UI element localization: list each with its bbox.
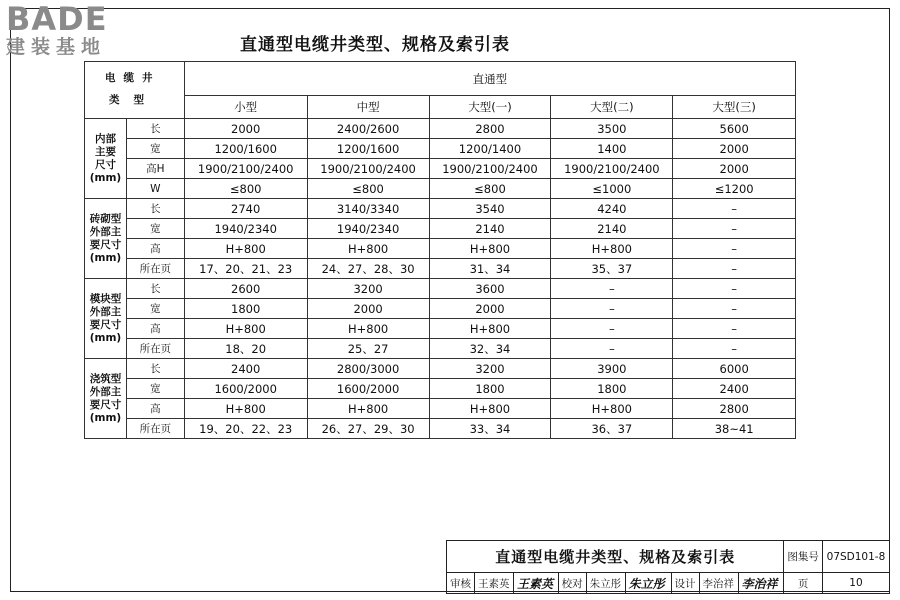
column-header: 中型 <box>307 96 429 119</box>
table-cell: H+800 <box>184 239 307 259</box>
table-row <box>85 319 796 339</box>
row-label: 宽 <box>126 299 184 319</box>
table-cell: 19、20、22、23 <box>184 419 307 439</box>
table-cell: 2600 <box>184 279 307 299</box>
table-cell: 1800 <box>184 299 307 319</box>
table-cell: H+800 <box>307 319 429 339</box>
group-label <box>85 359 127 439</box>
table-row <box>85 219 796 239</box>
table-cell: 3200 <box>307 279 429 299</box>
row-label: 高 <box>126 319 184 339</box>
group-label-line: (mm) <box>89 251 122 264</box>
table-cell: 1800 <box>551 379 673 399</box>
table-cell: H+800 <box>429 239 551 259</box>
table-cell: – <box>551 319 673 339</box>
table-cell: – <box>673 339 796 359</box>
table-cell: – <box>551 279 673 299</box>
table-row <box>85 199 796 219</box>
logo-sub: 建装基地 <box>6 36 107 58</box>
table-cell: ≤1200 <box>673 179 796 199</box>
table-cell: 2000 <box>673 139 796 159</box>
logo-main: BADE <box>6 0 108 38</box>
table-cell: 6000 <box>673 359 796 379</box>
table-row <box>85 339 796 359</box>
group-label-line: (mm) <box>89 171 122 184</box>
group-label-line: 要尺寸 <box>89 238 122 251</box>
row-label: 所在页 <box>126 419 184 439</box>
table-cell: H+800 <box>184 399 307 419</box>
row-label: 高H <box>126 159 184 179</box>
group-label-line: 外部主 <box>89 385 122 398</box>
table-cell: H+800 <box>551 239 673 259</box>
table-cell: 1600/2000 <box>184 379 307 399</box>
page-number: 10 <box>822 573 889 594</box>
table-cell: H+800 <box>429 319 551 339</box>
table-row <box>85 279 796 299</box>
row-label: 宽 <box>126 379 184 399</box>
table-cell: 1200/1600 <box>184 139 307 159</box>
row-label: 所在页 <box>126 339 184 359</box>
row-label: 所在页 <box>126 259 184 279</box>
row-label: 高 <box>126 399 184 419</box>
review-name: 王素英 <box>475 573 514 594</box>
table-row <box>85 379 796 399</box>
table-cell: 1200/1600 <box>307 139 429 159</box>
review-signature: 王素英 <box>513 573 558 594</box>
row-label: 长 <box>126 279 184 299</box>
group-label-line: 模块型 <box>89 292 122 305</box>
table-cell: 25、27 <box>307 339 429 359</box>
table-cell: 1900/2100/2400 <box>184 159 307 179</box>
table-cell: 3200 <box>429 359 551 379</box>
title-block-title: 直通型电缆井类型、规格及索引表 <box>447 541 784 573</box>
check-label: 校对 <box>558 573 586 594</box>
check-signature: 朱立彤 <box>625 573 671 594</box>
column-header: 大型(二) <box>551 96 673 119</box>
table-cell: 26、27、29、30 <box>307 419 429 439</box>
group-label-line: 外部主 <box>89 305 122 318</box>
table-row <box>85 119 796 139</box>
row-label: 长 <box>126 119 184 139</box>
table-cell: – <box>551 299 673 319</box>
table-cell: 3500 <box>551 119 673 139</box>
table-row <box>85 259 796 279</box>
table-cell: 3540 <box>429 199 551 219</box>
column-header: 小型 <box>184 96 307 119</box>
table-cell: 1600/2000 <box>307 379 429 399</box>
table-cell: – <box>551 339 673 359</box>
table-cell: 2400 <box>184 359 307 379</box>
table-cell: ≤800 <box>184 179 307 199</box>
row-label: W <box>126 179 184 199</box>
table-cell: – <box>673 199 796 219</box>
corner-bottom-label: 类型 <box>109 94 158 106</box>
table-cell: – <box>673 279 796 299</box>
table-row <box>85 239 796 259</box>
table-corner-cell <box>85 62 185 119</box>
table-cell: ≤1000 <box>551 179 673 199</box>
table-row <box>85 359 796 379</box>
table-cell: H+800 <box>429 399 551 419</box>
table-cell: – <box>673 239 796 259</box>
table-cell: H+800 <box>551 399 673 419</box>
table-row <box>85 299 796 319</box>
table-cell: 2000 <box>429 299 551 319</box>
table-cell: H+800 <box>307 239 429 259</box>
table-row <box>85 159 796 179</box>
table-cell: 35、37 <box>551 259 673 279</box>
table-cell: 24、27、28、30 <box>307 259 429 279</box>
table-cell: H+800 <box>307 399 429 419</box>
group-label-line: 砖砌型 <box>89 212 122 225</box>
group-label-line: (mm) <box>89 411 122 424</box>
row-label: 高 <box>126 239 184 259</box>
table-cell: 1400 <box>551 139 673 159</box>
group-label-line: 浇筑型 <box>89 372 122 385</box>
group-label <box>85 119 127 199</box>
table-cell: H+800 <box>184 319 307 339</box>
table-cell: 2000 <box>307 299 429 319</box>
row-label: 宽 <box>126 139 184 159</box>
table-cell: 1900/2100/2400 <box>307 159 429 179</box>
table-cell: 2740 <box>184 199 307 219</box>
group-label-line: 内部 <box>94 132 116 145</box>
table-cell: 2140 <box>551 219 673 239</box>
logo <box>6 2 136 62</box>
table-cell: 17、20、21、23 <box>184 259 307 279</box>
page-title: 直通型电缆井类型、规格及索引表 <box>240 35 510 55</box>
table-cell: ≤800 <box>307 179 429 199</box>
atlas-number: 07SD101-8 <box>822 541 889 573</box>
column-header: 大型(一) <box>429 96 551 119</box>
review-label: 审核 <box>447 573 475 594</box>
row-label: 长 <box>126 199 184 219</box>
table-cell: 2800 <box>429 119 551 139</box>
design-name: 李治祥 <box>699 573 738 594</box>
atlas-label: 图集号 <box>784 541 823 573</box>
table-cell: 2400/2600 <box>307 119 429 139</box>
table-cell: 33、34 <box>429 419 551 439</box>
group-label-line: 外部主 <box>89 225 122 238</box>
table-cell: 3900 <box>551 359 673 379</box>
table-cell: 4240 <box>551 199 673 219</box>
group-label-line: 要尺寸 <box>89 398 122 411</box>
table-cell: ≤800 <box>429 179 551 199</box>
spec-table <box>84 61 796 439</box>
table-cell: 1800 <box>429 379 551 399</box>
table-cell: 32、34 <box>429 339 551 359</box>
table-cell: 1940/2340 <box>184 219 307 239</box>
table-cell: 2800/3000 <box>307 359 429 379</box>
table-row <box>85 399 796 419</box>
table-cell: 2800 <box>673 399 796 419</box>
title-block <box>446 540 890 594</box>
check-name: 朱立彤 <box>586 573 625 594</box>
table-cell: 1200/1400 <box>429 139 551 159</box>
table-cell: – <box>673 259 796 279</box>
table-cell: 5600 <box>673 119 796 139</box>
table-cell: 2000 <box>673 159 796 179</box>
table-cell: – <box>673 219 796 239</box>
table-cell: 3600 <box>429 279 551 299</box>
table-cell: – <box>673 299 796 319</box>
table-cell: 2000 <box>184 119 307 139</box>
table-cell: 2400 <box>673 379 796 399</box>
row-label: 长 <box>126 359 184 379</box>
design-label: 设计 <box>671 573 699 594</box>
table-cell: 1900/2100/2400 <box>429 159 551 179</box>
table-row <box>85 419 796 439</box>
table-cell: 2140 <box>429 219 551 239</box>
group-label-line: (mm) <box>89 331 122 344</box>
group-label <box>85 279 127 359</box>
group-label-line: 尺寸 <box>94 158 116 171</box>
group-label-line: 主要 <box>94 145 116 158</box>
corner-top-label: 电缆井 <box>105 72 161 84</box>
table-row <box>85 139 796 159</box>
table-cell: 18、20 <box>184 339 307 359</box>
table-cell: 38~41 <box>673 419 796 439</box>
design-signature: 李治祥 <box>738 573 784 594</box>
group-label-line: 要尺寸 <box>89 318 122 331</box>
table-cell: 1940/2340 <box>307 219 429 239</box>
column-header: 大型(三) <box>673 96 796 119</box>
table-row <box>85 179 796 199</box>
header-group: 直通型 <box>184 62 795 96</box>
table-cell: – <box>673 319 796 339</box>
table-cell: 3140/3340 <box>307 199 429 219</box>
row-label: 宽 <box>126 219 184 239</box>
table-cell: 1900/2100/2400 <box>551 159 673 179</box>
group-label <box>85 199 127 279</box>
table-cell: 36、37 <box>551 419 673 439</box>
page-label: 页 <box>784 573 823 594</box>
table-cell: 31、34 <box>429 259 551 279</box>
